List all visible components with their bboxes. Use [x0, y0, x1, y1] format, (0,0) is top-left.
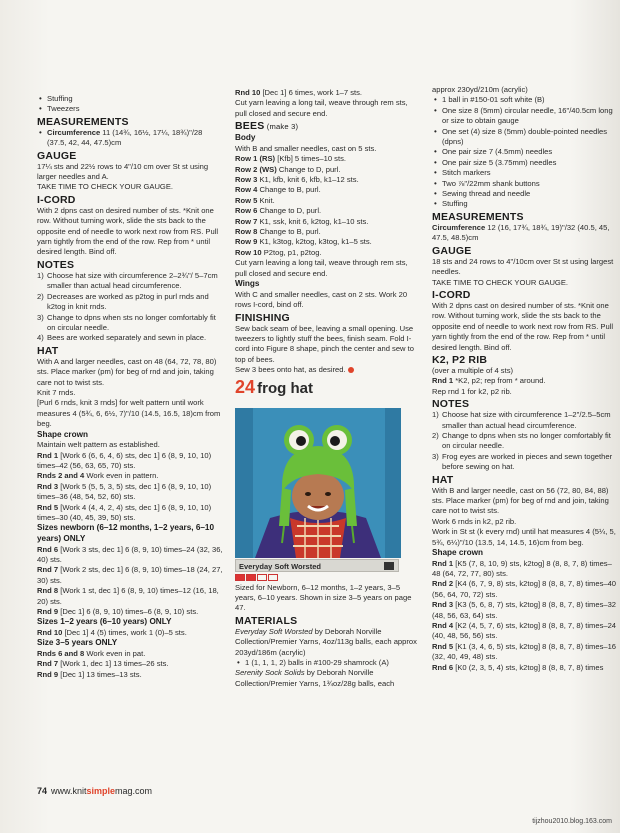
pattern-row: Rnd 1 [Work 6 (6, 6, 4, 6) sts, dec 1] 6 (8, 9, 10, 10) times–42 (56, 63, 65, 70) sts.	[37, 450, 212, 470]
bullet-item: • Stuffing	[432, 199, 618, 209]
subheading: Shape crown	[37, 429, 88, 439]
section-heading: NOTES	[432, 398, 470, 411]
pattern-row: Rnd 8 [Work 1 st, dec 1] 6 (8, 9, 10) times–12 (16, 18, 20) sts.	[37, 586, 219, 606]
body-text: Cut yarn leaving a long tail, weave through rem sts, pull closed and secure end.	[235, 98, 408, 118]
section-heading: MATERIALS	[235, 614, 298, 627]
pattern-row: Rnd 9 [Dec 1] 6 (8, 9, 10) times–6 (8, 9, 10) sts.	[37, 607, 199, 617]
pattern-row: Rnd 5 [Work 4 (4, 4, 2, 4) sts, dec 1] 6 (8, 9, 10, 10) times–30 (40, 45, 39, 50) sts.	[37, 502, 212, 522]
bullet-item: • Stuffing	[37, 94, 223, 104]
body-text: Work in St st (k every rnd) until hat measures 4 (5¼, 5, 5¾, 6¼)"/10 (13.5, 14, 14.5, 16)cm from beg.	[432, 527, 616, 547]
numbered-note: 2) Change to dpns when sts no longer comfortably fit on circular needle.	[432, 430, 611, 451]
project-name: frog hat	[257, 379, 313, 397]
pattern-row: Rnd 10 [Dec 1] 6 times, work 1–7 sts.	[235, 88, 363, 97]
section-heading: I-CORD	[432, 288, 471, 301]
numbered-note: 2) Decreases are worked as p2tog in purl rnds and k2tog in knit rnds.	[37, 291, 209, 312]
pattern-row: Row 2 (WS) Change to D, purl.	[235, 164, 341, 174]
body-text: With 2 dpns cast on desired number of sts. *Knit one row. Without turning work, slide the sts back to the opposite end of needle to work next row from RS. Pull yarn tightly from the end of the row. Rep from * until desired length. Bind off.	[37, 205, 219, 257]
site-suffix: mag.com	[115, 786, 153, 796]
bullet-item: • Circumference 11 (14¾, 16½, 17¼, 18¾)"/28 (37.5, 42, 44, 47.5)cm	[37, 128, 223, 149]
body-text: Rep rnd 1 for k2, p2 rib.	[432, 386, 512, 396]
pattern-row: Row 4 Change to B, purl.	[235, 185, 321, 195]
bullet-item: • 1 ball in #150-01 soft white (B)	[432, 95, 618, 105]
site-brand: simple	[86, 786, 116, 796]
pattern-row: Circumference 12 (16, 17¾, 18¾, 19)"/32 (40.5, 45, 47.5, 48.5)cm	[432, 222, 610, 243]
end-mark-icon	[348, 367, 354, 373]
pattern-row: Rnd 4 [K2 (4, 5, 7, 6) sts, k2tog] 8 (8, 8, 7, 8) times–24 (40, 48, 56, 56) sts.	[432, 621, 617, 641]
body-text: approx 230yd/210m (acrylic)	[432, 85, 528, 94]
watermark: tijzhou2010.blog.163.com	[532, 818, 612, 825]
numbered-note: 1) Choose hat size with circumference 2–2¾"/ 5–7cm smaller than actual head circumference.	[37, 270, 218, 291]
body-text: With 2 dpns cast on desired number of sts. *Knit one row. Without turning work, slide the sts back to the opposite end of needle to work next row from RS. Pull yarn tightly from the end of the row. Rep from * until desired length. Bind off.	[432, 300, 614, 352]
body-text: Sew back seam of bee, leaving a small opening. Use tweezers to lightly stuff the bees, finish seam. Fold I-cord into Figure 8 shape, pinch the center and sew to top of bees.	[235, 323, 414, 364]
pattern-row: Row 7 K1, ssk, knit 6, k2tog, k1–10 sts.	[235, 216, 369, 226]
pattern-row: Rnd 1 [K5 (7, 8, 10, 9) sts, k2tog] 8 (8, 8, 7, 8) times–48 (64, 72, 77, 80) sts.	[432, 558, 612, 579]
project-title	[235, 376, 421, 404]
pattern-row: Row 1 (RS) [Kfb] 5 times–10 sts.	[235, 154, 346, 164]
body-text: (over a multiple of 4 sts)	[432, 365, 514, 375]
pattern-row: Rnd 9 [Dec 1] 13 times–13 sts.	[37, 669, 142, 679]
bullet-item: • Tweezers	[37, 104, 223, 114]
body-text: Sew 3 bees onto hat, as desired.	[235, 365, 421, 375]
pattern-row: Rnds 2 and 4 Work even in pattern.	[37, 471, 159, 481]
body-text: TAKE TIME TO CHECK YOUR GAUGE.	[37, 182, 174, 192]
body-text: Knit 7 rnds.	[37, 387, 76, 397]
right-column	[432, 85, 618, 673]
section-heading: MEASUREMENTS	[37, 115, 129, 128]
body-text: With C and smaller needles, cast on 2 sts. Work 20 rows I-cord, bind off.	[235, 289, 408, 310]
pattern-row: Rnd 1 *K2, p2; rep from * around.	[432, 376, 546, 386]
page-footer	[37, 786, 152, 796]
body-text: [Purl 6 rnds, knit 3 rnds] for welt pattern until work measures 4 (5¾, 6, 6½, 7)"/10 (14.5, 16.5, 18)cm from beg.	[37, 398, 221, 429]
pattern-row: Rnd 5 [K1 (3, 4, 6, 5) sts, k2tog] 8 (8, 8, 7, 8) times–16 (32, 40, 49, 48) sts.	[432, 641, 617, 662]
body-text: 18 sts and 24 rows to 4"/10cm over St st using largest needles.	[432, 256, 614, 277]
subheading: Shape crown	[432, 548, 483, 558]
page-number: 74	[37, 786, 48, 796]
pattern-row: Row 3 K1, kfb, knit 6, kfb, k1–12 sts.	[235, 175, 359, 185]
child-in-frog-hat-illustration	[235, 408, 401, 558]
section-heading: MEASUREMENTS	[432, 210, 524, 223]
site-prefix: www.knit	[51, 786, 87, 796]
section-heading: BEES (make 3)	[235, 120, 299, 133]
project-number: 24	[235, 376, 256, 397]
pattern-row: Row 5 Knit.	[235, 195, 275, 205]
pattern-row: Rnd 7 [Work 2 sts, dec 1] 6 (8, 9, 10) times–18 (24, 27, 30) sts.	[37, 565, 223, 585]
body-text: With B and smaller needles, cast on 5 sts.	[235, 143, 377, 153]
materials-text: Everyday Soft Worsted by Deborah Norville Collection/Premier Yarns, 4oz/113g balls, each approx 203yd/186m (acrylic)	[235, 626, 417, 657]
body-text: 17¼ sts and 22½ rows to 4"/10 cm over St st using larger needles and A.	[37, 161, 209, 182]
body-text: Maintain welt pattern as established.	[37, 440, 160, 450]
numbered-note: 4) Bees are worked separately and sewn in place.	[37, 333, 207, 343]
section-heading: K2, P2 RIB	[432, 353, 488, 366]
left-column	[37, 94, 223, 680]
middle-column	[235, 88, 421, 689]
section-heading: GAUGE	[432, 244, 472, 257]
subheading: Sizes newborn (6–12 months, 1–2 years, 6–10 years) ONLY	[37, 523, 215, 543]
section-heading: HAT	[37, 344, 59, 357]
pattern-row: Rnd 2 [K4 (6, 7, 9, 8) sts, k2tog] 8 (8, 8, 7, 8) times–40 (56, 64, 70, 72) sts.	[432, 579, 617, 599]
materials-text: Serenity Sock Solids by Deborah Norville Collection/Premier Yarns, 1¾oz/28g balls, each	[235, 668, 395, 688]
numbered-note: 3) Frog eyes are worked in pieces and sewn together before sewing on hat.	[432, 451, 613, 472]
yarn-label: Everyday Soft Worsted	[239, 561, 321, 571]
bullet-item: • One pair size 5 (3.75mm) needles	[432, 158, 618, 168]
pattern-row: Rnd 7 [Work 1, dec 1] 13 times–26 sts.	[37, 659, 169, 669]
pattern-row: Rnd 6 [K0 (2, 3, 5, 4) sts, k2tog] 8 (8, 8, 7, 8) times	[432, 662, 604, 672]
bullet-item: • Two ⅞"/22mm shank buttons	[432, 179, 618, 189]
body-text: Work 6 rnds in k2, p2 rib.	[432, 516, 517, 526]
bullet-item: • One set (4) size 8 (5mm) double-pointed needles (dpns)	[432, 127, 618, 148]
body-text: With B and larger needle, cast on 56 (72, 80, 84, 88) sts. Place marker (pm) for beg of rnd and join, taking care not to twist sts.	[432, 485, 609, 516]
yarn-label-bar	[235, 559, 399, 572]
skill-level-icon	[235, 574, 421, 580]
bullet-item: • One size 8 (5mm) circular needle, 16"/40.5cm long or size to obtain gauge	[432, 106, 618, 127]
subheading: Body	[235, 133, 256, 143]
yarn-weight-icon	[384, 562, 394, 570]
bullet-item: • 1 (1, 1, 1, 2) balls in #100-29 shamrock (A)	[235, 658, 421, 668]
bullet-item: • Sewing thread and needle	[432, 189, 618, 199]
subheading: Size 3–5 years ONLY	[37, 638, 118, 648]
frog-hat-photo	[235, 408, 401, 558]
subheading: Sizes 1–2 years (6–10 years) ONLY	[37, 617, 172, 627]
numbered-note: 1) Choose hat size with circumference 1–2"/2.5–5cm smaller than actual head circumference.	[432, 410, 611, 430]
bullet-item: • One pair size 7 (4.5mm) needles	[432, 147, 618, 157]
section-heading: HAT	[432, 473, 454, 486]
pattern-row: Row 9 K1, k3tog, k2tog, k3tog, k1–5 sts.	[235, 237, 372, 247]
section-heading: NOTES	[37, 258, 75, 271]
pattern-row: Row 8 Change to B, purl.	[235, 227, 321, 237]
bullet-item: • Stitch markers	[432, 168, 618, 178]
section-heading: I-CORD	[37, 193, 76, 206]
pattern-row: Rnd 6 [Work 3 sts, dec 1] 6 (8, 9, 10) times–24 (32, 36, 40) sts.	[37, 544, 223, 564]
pattern-row: Rnd 10 [Dec 1] 4 (5) times, work 1 (0)–5 sts.	[37, 628, 187, 638]
pattern-row: Row 10 P2tog, p1, p2tog.	[235, 247, 322, 257]
pattern-row: Rnds 6 and 8 Work even in pat.	[37, 649, 146, 659]
body-text: Cut yarn leaving a long tail, weave through rem sts, pull closed and secure end.	[235, 258, 408, 278]
numbered-note: 3) Change to dpns when sts no longer comfortably fit on circular needle.	[37, 312, 216, 332]
section-heading: FINISHING	[235, 311, 290, 324]
body-text: Sized for Newborn, 6–12 months, 1–2 years, 3–5 years, 6–10 years. Shown in size 3–5 years on page 47.	[235, 582, 412, 613]
subheading: Wings	[235, 279, 260, 289]
pattern-row: Rnd 3 [K3 (5, 6, 8, 7) sts, k2tog] 8 (8, 8, 7, 8) times–32 (48, 56, 63, 64) sts.	[432, 600, 617, 620]
pattern-row: Row 6 Change to D, purl.	[235, 206, 322, 216]
section-heading: GAUGE	[37, 149, 77, 162]
pattern-row: Rnd 3 [Work 5 (5, 5, 3, 5) sts, dec 1] 6 (8, 9, 10, 10) times–36 (48, 54, 52, 60) sts.	[37, 481, 212, 502]
body-text: With A and larger needles, cast on 48 (64, 72, 78, 80) sts. Place marker (pm) for beg of rnd and join, taking care not to twist sts.	[37, 356, 217, 387]
body-text: TAKE TIME TO CHECK YOUR GAUGE.	[432, 277, 569, 287]
